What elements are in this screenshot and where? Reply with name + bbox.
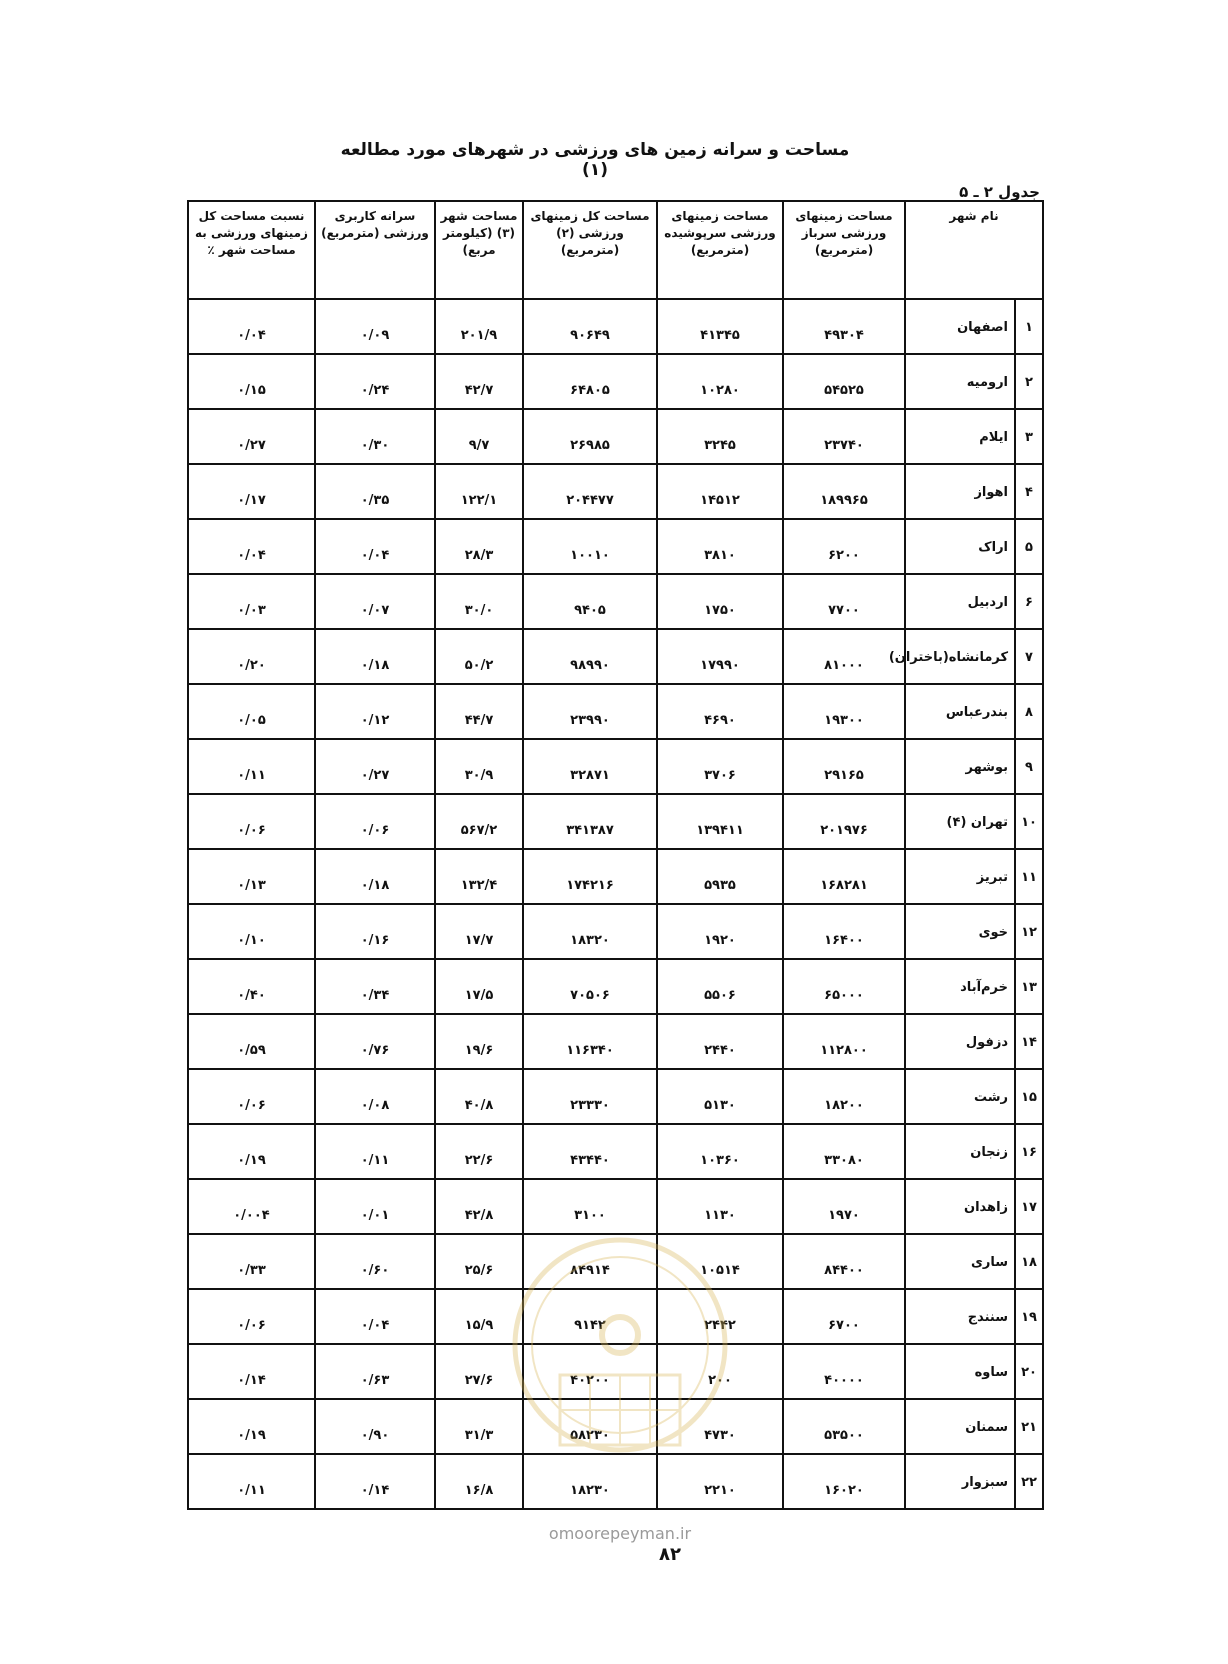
cell-total-area: ۹۴۰۵ [523,574,657,629]
cell-index: ۱۹ [1015,1289,1043,1344]
cell-city-name: خرم‌آباد [905,959,1015,1014]
cell-ratio: ۰/۰۳ [188,574,315,629]
cell-covered-area: ۱۷۹۹۰ [657,629,783,684]
cell-ratio: ۰/۲۰ [188,629,315,684]
cell-open-area: ۶۵۰۰۰ [783,959,905,1014]
cell-per-capita: ۰/۰۷ [315,574,435,629]
cell-per-capita: ۰/۱۱ [315,1124,435,1179]
cell-city-name: سنندج [905,1289,1015,1344]
cell-ratio: ۰/۰۴ [188,519,315,574]
table-body [188,299,1043,1509]
table-row [188,629,1043,684]
cell-covered-area: ۱۰۲۸۰ [657,354,783,409]
cell-covered-area: ۴۱۳۴۵ [657,299,783,354]
table-row [188,739,1043,794]
table-row [188,1069,1043,1124]
cell-per-capita: ۰/۰۸ [315,1069,435,1124]
cell-index: ۱ [1015,299,1043,354]
cell-city-name: رشت [905,1069,1015,1124]
cell-city-area: ۴۴/۷ [435,684,523,739]
cell-open-area: ۸۱۰۰۰ [783,629,905,684]
cell-total-area: ۲۶۹۸۵ [523,409,657,464]
cell-total-area: ۲۰۴۴۷۷ [523,464,657,519]
cell-city-area: ۳۱/۳ [435,1399,523,1454]
cell-total-area: ۲۳۳۳۰ [523,1069,657,1124]
cell-open-area: ۴۰۰۰۰ [783,1344,905,1399]
table-row [188,574,1043,629]
cell-covered-area: ۱۰۳۶۰ [657,1124,783,1179]
cell-open-area: ۱۹۳۰۰ [783,684,905,739]
cell-index: ۲۰ [1015,1344,1043,1399]
cell-ratio: ۰/۱۱ [188,1454,315,1509]
cell-ratio: ۰/۱۰ [188,904,315,959]
cell-covered-area: ۱۴۵۱۲ [657,464,783,519]
cell-total-area: ۹۱۴۲ [523,1289,657,1344]
cell-per-capita: ۰/۱۸ [315,849,435,904]
cell-index: ۶ [1015,574,1043,629]
cell-per-capita: ۰/۱۸ [315,629,435,684]
cell-open-area: ۱۹۷۰ [783,1179,905,1234]
cell-covered-area: ۴۷۳۰ [657,1399,783,1454]
table-row [188,1124,1043,1179]
cell-index: ۲ [1015,354,1043,409]
cell-per-capita: ۰/۲۴ [315,354,435,409]
header-open-area: مساحت زمینهای ورزشی سرباز (مترمربع) [783,201,905,299]
cell-city-area: ۱۲۲/۱ [435,464,523,519]
cell-ratio: ۰/۰۵ [188,684,315,739]
cell-covered-area: ۱۷۵۰ [657,574,783,629]
cell-open-area: ۱۸۹۹۶۵ [783,464,905,519]
table-row [188,409,1043,464]
cell-covered-area: ۳۸۱۰ [657,519,783,574]
cell-total-area: ۳۲۸۷۱ [523,739,657,794]
cell-per-capita: ۰/۹۰ [315,1399,435,1454]
cell-open-area: ۵۳۵۰۰ [783,1399,905,1454]
cell-total-area: ۱۷۴۲۱۶ [523,849,657,904]
cell-open-area: ۶۷۰۰ [783,1289,905,1344]
cell-ratio: ۰/۴۰ [188,959,315,1014]
cell-ratio: ۰/۱۴ [188,1344,315,1399]
cell-total-area: ۸۴۹۱۴ [523,1234,657,1289]
cell-city-area: ۴۲/۷ [435,354,523,409]
table-row [188,684,1043,739]
cell-city-name: سمنان [905,1399,1015,1454]
cell-open-area: ۷۷۰۰ [783,574,905,629]
cell-total-area: ۲۳۹۹۰ [523,684,657,739]
cell-ratio: ۰/۰۴ [188,299,315,354]
cell-city-area: ۲۲/۶ [435,1124,523,1179]
table-row [188,464,1043,519]
cell-per-capita: ۰/۳۵ [315,464,435,519]
cell-covered-area: ۱۳۹۴۱۱ [657,794,783,849]
cell-index: ۱۰ [1015,794,1043,849]
cell-city-name: بوشهر [905,739,1015,794]
cell-ratio: ۰/۱۵ [188,354,315,409]
header-per-capita: سرانه کاربری ورزشی (مترمربع) [315,201,435,299]
table-row [188,1014,1043,1069]
cell-index: ۲۲ [1015,1454,1043,1509]
cell-covered-area: ۲۴۴۲ [657,1289,783,1344]
cell-total-area: ۱۸۳۲۰ [523,904,657,959]
cell-per-capita: ۰/۰۹ [315,299,435,354]
cell-city-area: ۲۸/۳ [435,519,523,574]
cell-per-capita: ۰/۰۱ [315,1179,435,1234]
table-row [188,1289,1043,1344]
cell-ratio: ۰/۱۹ [188,1124,315,1179]
cell-ratio: ۰/۰۶ [188,1069,315,1124]
table-row [188,354,1043,409]
cell-ratio: ۰/۱۹ [188,1399,315,1454]
cell-per-capita: ۰/۳۴ [315,959,435,1014]
cell-index: ۹ [1015,739,1043,794]
cell-city-name: تبریز [905,849,1015,904]
table-caption: جدول ۲ ـ ۵ [959,183,1040,201]
cell-index: ۱۵ [1015,1069,1043,1124]
cell-covered-area: ۳۲۴۵ [657,409,783,464]
cell-city-area: ۹/۷ [435,409,523,464]
cell-covered-area: ۱۰۵۱۴ [657,1234,783,1289]
cell-city-area: ۳۰/۹ [435,739,523,794]
cell-city-area: ۲۷/۶ [435,1344,523,1399]
cell-city-area: ۴۲/۸ [435,1179,523,1234]
cell-covered-area: ۲۴۴۰ [657,1014,783,1069]
cell-index: ۷ [1015,629,1043,684]
cell-city-name: زنجان [905,1124,1015,1179]
cell-open-area: ۱۶۰۲۰ [783,1454,905,1509]
cell-open-area: ۱۸۲۰۰ [783,1069,905,1124]
table-row [188,904,1043,959]
cell-city-area: ۵۰/۲ [435,629,523,684]
cell-city-name: اردبیل [905,574,1015,629]
header-city-area: مساحت شهر (۳) (کیلومتر مربع) [435,201,523,299]
cell-per-capita: ۰/۶۳ [315,1344,435,1399]
cell-index: ۱۸ [1015,1234,1043,1289]
cell-open-area: ۲۳۷۴۰ [783,409,905,464]
cell-open-area: ۸۴۴۰۰ [783,1234,905,1289]
cell-city-area: ۱۷/۷ [435,904,523,959]
table-row [188,849,1043,904]
cell-city-name: ایلام [905,409,1015,464]
data-table [187,200,1044,1510]
cell-total-area: ۶۴۸۰۵ [523,354,657,409]
cell-ratio: ۰/۱۱ [188,739,315,794]
cell-city-area: ۱۹/۶ [435,1014,523,1069]
cell-city-area: ۳۰/۰ [435,574,523,629]
cell-city-name: اصفهان [905,299,1015,354]
table-row [188,1179,1043,1234]
table-row [188,299,1043,354]
cell-city-area: ۱۷/۵ [435,959,523,1014]
header-covered-area: مساحت زمینهای ورزشی سرپوشیده (مترمربع) [657,201,783,299]
header-total-area: مساحت کل زمینهای ورزشی (۲) (مترمربع) [523,201,657,299]
cell-city-name: خوی [905,904,1015,959]
cell-city-name: دزفول [905,1014,1015,1069]
cell-total-area: ۴۳۴۴۰ [523,1124,657,1179]
cell-city-area: ۲۰۱/۹ [435,299,523,354]
table-row [188,1454,1043,1509]
cell-total-area: ۱۰۰۱۰ [523,519,657,574]
cell-ratio: ۰/۱۷ [188,464,315,519]
table-row [188,1234,1043,1289]
cell-per-capita: ۰/۲۷ [315,739,435,794]
cell-index: ۱۶ [1015,1124,1043,1179]
cell-open-area: ۱۶۴۰۰ [783,904,905,959]
cell-total-area: ۹۸۹۹۰ [523,629,657,684]
cell-per-capita: ۰/۰۴ [315,519,435,574]
cell-per-capita: ۰/۳۰ [315,409,435,464]
cell-open-area: ۲۰۱۹۷۶ [783,794,905,849]
cell-open-area: ۱۶۸۲۸۱ [783,849,905,904]
cell-total-area: ۵۸۲۳۰ [523,1399,657,1454]
cell-covered-area: ۲۰۰ [657,1344,783,1399]
cell-ratio: ۰/۲۷ [188,409,315,464]
cell-index: ۱۱ [1015,849,1043,904]
table-row [188,959,1043,1014]
header-row [188,201,1043,299]
page-number: ۸۲ [659,1544,681,1565]
cell-city-area: ۱۵/۹ [435,1289,523,1344]
cell-ratio: ۰/۵۹ [188,1014,315,1069]
table-row [188,519,1043,574]
cell-per-capita: ۰/۱۲ [315,684,435,739]
cell-total-area: ۱۸۲۳۰ [523,1454,657,1509]
cell-per-capita: ۰/۱۶ [315,904,435,959]
cell-city-name: سبزوار [905,1454,1015,1509]
cell-city-area: ۵۶۷/۲ [435,794,523,849]
cell-city-name: اراک [905,519,1015,574]
cell-open-area: ۶۲۰۰ [783,519,905,574]
cell-per-capita: ۰/۰۶ [315,794,435,849]
cell-city-name: زاهدان [905,1179,1015,1234]
cell-city-name: ساوه [905,1344,1015,1399]
cell-city-name: کرمانشاه(باختران) [905,629,1015,684]
cell-total-area: ۱۱۶۳۴۰ [523,1014,657,1069]
cell-ratio: ۰/۳۳ [188,1234,315,1289]
cell-city-area: ۲۵/۶ [435,1234,523,1289]
cell-covered-area: ۵۹۳۵ [657,849,783,904]
header-ratio: نسبت مساحت کل زمینهای ورزشی به مساحت شهر ٪ [188,201,315,299]
cell-open-area: ۲۹۱۶۵ [783,739,905,794]
cell-covered-area: ۱۹۲۰ [657,904,783,959]
cell-index: ۵ [1015,519,1043,574]
page-title: مساحت و سرانه زمین های ورزشی در شهرهای مورد مطالعه (۱) [340,140,850,180]
cell-city-area: ۴۰/۸ [435,1069,523,1124]
cell-city-area: ۱۶/۸ [435,1454,523,1509]
cell-index: ۱۳ [1015,959,1043,1014]
cell-total-area: ۳۴۱۳۸۷ [523,794,657,849]
cell-index: ۱۴ [1015,1014,1043,1069]
cell-city-name: ارومیه [905,354,1015,409]
cell-index: ۴ [1015,464,1043,519]
cell-covered-area: ۲۲۱۰ [657,1454,783,1509]
cell-covered-area: ۳۷۰۶ [657,739,783,794]
cell-per-capita: ۰/۱۴ [315,1454,435,1509]
header-name: نام شهر [905,201,1043,299]
cell-total-area: ۳۱۰۰ [523,1179,657,1234]
cell-total-area: ۴۰۲۰۰ [523,1344,657,1399]
cell-ratio: ۰/۰۶ [188,794,315,849]
cell-per-capita: ۰/۰۴ [315,1289,435,1344]
cell-city-name: تهران (۴) [905,794,1015,849]
cell-open-area: ۵۴۵۲۵ [783,354,905,409]
cell-covered-area: ۴۶۹۰ [657,684,783,739]
cell-covered-area: ۵۱۳۰ [657,1069,783,1124]
cell-index: ۳ [1015,409,1043,464]
table-row [188,794,1043,849]
cell-city-name: ساری [905,1234,1015,1289]
cell-covered-area: ۱۱۳۰ [657,1179,783,1234]
cell-index: ۱۷ [1015,1179,1043,1234]
cell-ratio: ۰/۰۰۴ [188,1179,315,1234]
footer-watermark: omoorepeyman.ir [548,1524,692,1543]
cell-total-area: ۹۰۶۴۹ [523,299,657,354]
cell-total-area: ۷۰۵۰۶ [523,959,657,1014]
cell-open-area: ۴۹۳۰۴ [783,299,905,354]
cell-city-name: اهواز [905,464,1015,519]
cell-ratio: ۰/۱۳ [188,849,315,904]
cell-index: ۲۱ [1015,1399,1043,1454]
cell-index: ۸ [1015,684,1043,739]
cell-per-capita: ۰/۶۰ [315,1234,435,1289]
cell-open-area: ۳۳۰۸۰ [783,1124,905,1179]
cell-city-area: ۱۳۲/۴ [435,849,523,904]
cell-city-name: بندرعباس [905,684,1015,739]
table-row [188,1399,1043,1454]
cell-open-area: ۱۱۲۸۰۰ [783,1014,905,1069]
table-row [188,1344,1043,1399]
cell-per-capita: ۰/۷۶ [315,1014,435,1069]
cell-ratio: ۰/۰۶ [188,1289,315,1344]
cell-index: ۱۲ [1015,904,1043,959]
cell-covered-area: ۵۵۰۶ [657,959,783,1014]
